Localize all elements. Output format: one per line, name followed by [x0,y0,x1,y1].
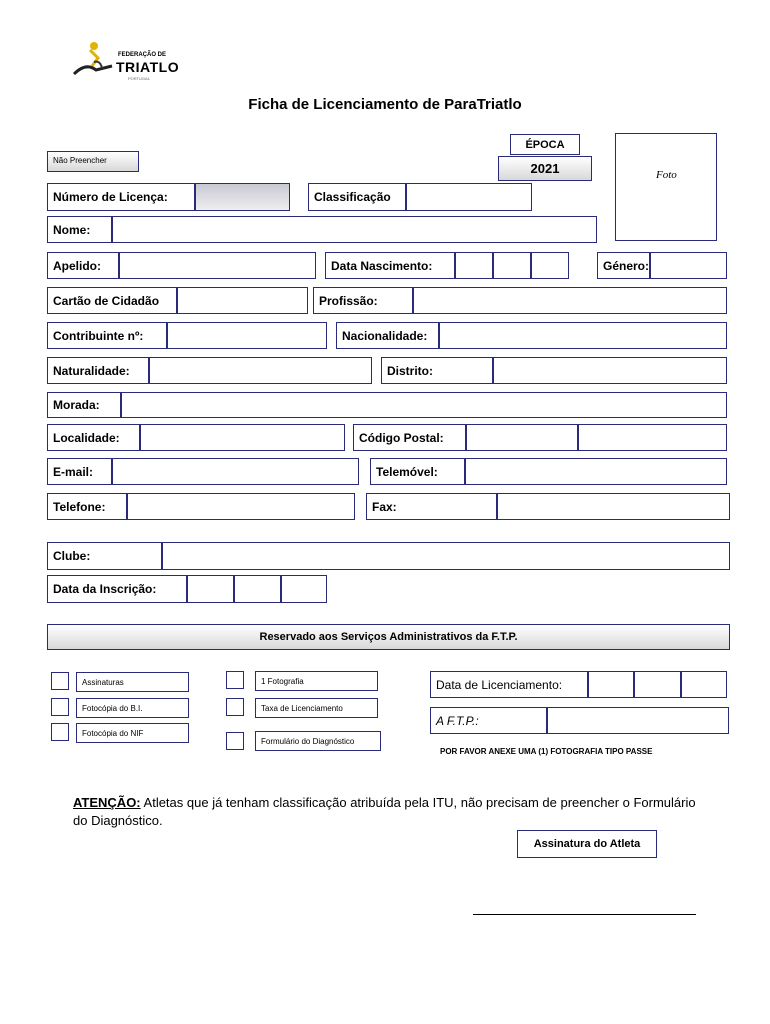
check-label-fotocopia-nif: Fotocópia do NIF [76,723,189,743]
data-inscricao-day[interactable] [187,575,234,603]
data-inscricao-label: Data da Inscrição: [47,575,187,603]
check-label-assinaturas: Assinaturas [76,672,189,692]
telemovel-label: Telemóvel: [370,458,465,485]
checkbox-fotografia[interactable] [226,671,244,689]
telefone-label: Telefone: [47,493,127,520]
codigo-postal-label: Código Postal: [353,424,466,451]
classificacao-field[interactable] [406,183,532,211]
profissao-field[interactable] [413,287,727,314]
aftp-label: A F.T.P.: [430,707,547,734]
nacionalidade-label: Nacionalidade: [336,322,439,349]
naturalidade-field[interactable] [149,357,372,384]
cartao-cidadao-label: Cartão de Cidadão [47,287,177,314]
data-nascimento-label: Data Nascimento: [325,252,455,279]
assinatura-label-box [517,830,657,858]
data-inscricao-month[interactable] [234,575,281,603]
data-licenciamento-label: Data de Licenciamento: [430,671,588,698]
check-label-taxa-licenciamento: Taxa de Licenciamento [255,698,378,718]
naturalidade-label: Naturalidade: [47,357,149,384]
nao-preencher-badge: Não Preencher [47,151,139,172]
epoca-value-box [498,156,592,181]
epoca-label: ÉPOCA [525,139,565,151]
codigo-postal-field-2[interactable] [578,424,727,451]
checkbox-formulario-diagnostico[interactable] [226,732,244,750]
data-nascimento-month[interactable] [493,252,531,279]
checkbox-fotocopia-bi[interactable] [51,698,69,716]
numero-licenca-field [195,183,290,211]
nome-field[interactable] [112,216,597,243]
data-licenciamento-year[interactable] [681,671,727,698]
signature-line[interactable] [473,914,696,915]
data-inscricao-year[interactable] [281,575,327,603]
check-label-formulario-diagnostico: Formulário do Diagnóstico [255,731,381,751]
checkbox-fotocopia-nif[interactable] [51,723,69,741]
admin-header [47,624,730,650]
telefone-field[interactable] [127,493,355,520]
profissao-label: Profissão: [313,287,413,314]
logo-line1: FEDERAÇÃO DE [118,52,167,58]
nome-label: Nome: [47,216,112,243]
apelido-field[interactable] [119,252,316,279]
email-field[interactable] [112,458,359,485]
distrito-label: Distrito: [381,357,493,384]
atencao-paragraph [73,794,713,830]
photo-note: POR FAVOR ANEXE UMA (1) FOTOGRAFIA TIPO PASSE [440,747,653,756]
check-label-fotografia: 1 Fotografia [255,671,378,691]
data-nascimento-year[interactable] [531,252,569,279]
clube-label: Clube: [47,542,162,570]
assinatura-label: Assinatura do Atleta [533,838,641,850]
admin-header-text: Reservado aos Serviços Administrativos da F.T.P. [259,631,518,643]
data-nascimento-day[interactable] [455,252,493,279]
logo-line3: PORTUGAL [128,76,150,81]
data-licenciamento-day[interactable] [588,671,634,698]
logo-line2: TRIATLO [116,59,180,75]
morada-label: Morada: [47,392,121,418]
photo-box[interactable] [615,133,717,241]
clube-field[interactable] [162,542,730,570]
morada-field[interactable] [121,392,727,418]
localidade-label: Localidade: [47,424,140,451]
photo-label: Foto [656,169,677,181]
checkbox-assinaturas[interactable] [51,672,69,690]
aftp-field[interactable] [547,707,729,734]
classificacao-label: Classificação [308,183,406,211]
genero-label: Género: [597,252,650,279]
logo-icon [72,40,116,80]
fax-label: Fax: [366,493,497,520]
check-label-fotocopia-bi: Fotocópia do B.I. [76,698,189,718]
codigo-postal-field-1[interactable] [466,424,578,451]
cartao-cidadao-field[interactable] [177,287,308,314]
localidade-field[interactable] [140,424,345,451]
fax-field[interactable] [497,493,730,520]
atencao-label: ATENÇÃO: [73,795,141,810]
page-title: Ficha de Licenciamento de ParaTriatlo [248,96,522,113]
distrito-field[interactable] [493,357,727,384]
contribuinte-label: Contribuinte nº: [47,322,167,349]
epoca-label-box [510,134,580,155]
logo [72,40,192,80]
data-licenciamento-month[interactable] [634,671,681,698]
email-label: E-mail: [47,458,112,485]
genero-field[interactable] [650,252,727,279]
epoca-value: 2021 [530,161,560,176]
telemovel-field[interactable] [465,458,727,485]
apelido-label: Apelido: [47,252,119,279]
contribuinte-field[interactable] [167,322,327,349]
checkbox-taxa-licenciamento[interactable] [226,698,244,716]
nacionalidade-field[interactable] [439,322,727,349]
atencao-text: Atletas que já tenham classificação atribuída pela ITU, não precisam de preencher o Formulário do Diagnóstico. [73,795,696,828]
numero-licenca-label: Número de Licença: [47,183,195,211]
